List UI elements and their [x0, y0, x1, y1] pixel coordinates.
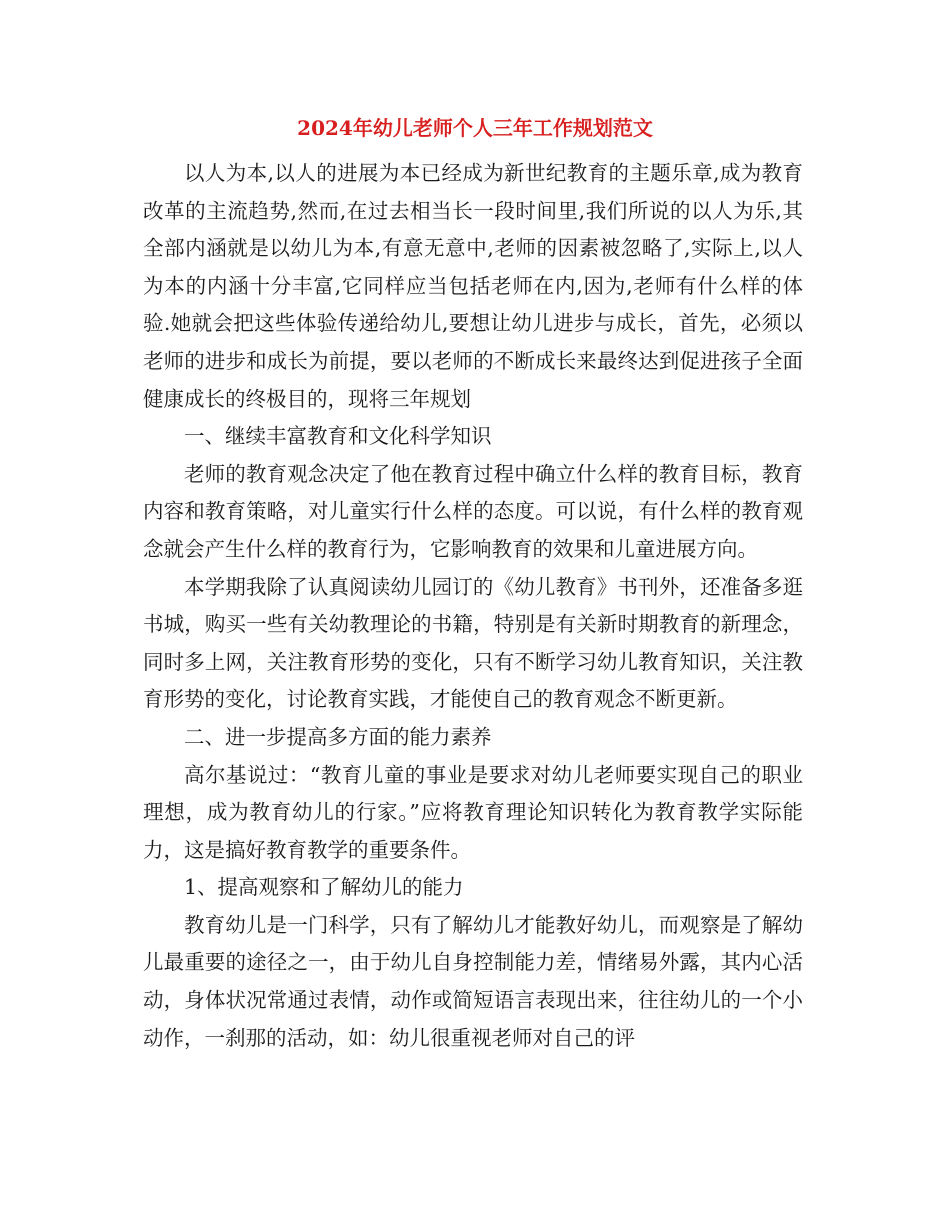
paragraph-gorky-quote: 高尔基说过：“教育儿童的事业是要求对幼儿老师要实现自己的职业理想，成为教育幼儿的行家。”应将教育理论知识转化为教育教学实际能力，这是搞好教育教学的重要条件。 — [143, 762, 803, 862]
paragraph-observation: 教育幼儿是一门科学，只有了解幼儿才能教好幼儿，而观察是了解幼儿最重要的途径之一，由于幼儿自身控制能力差，情绪易外露，其内心活动，身体状况常通过表情，动作或简短语言表现出来，往往幼儿的一个小动作，一刹那的活动，如：幼儿很重视老师对自己的评 — [143, 912, 803, 1050]
paragraph-intro: 以人为本,以人的进展为本已经成为新世纪教育的主题乐章,成为教育改革的主流趋势,然而,在过去相当长一段时间里,我们所说的以人为乐,其全部内涵就是以幼儿为本,有意无意中,老师的因素被忽略了,实际上,以人为本的内涵十分丰富,它同样应当包括老师在内,因为,老师有什么样的体验.她就会把这些体验传递给幼儿,要想让幼儿进步与成长，首先，必须以老师的进步和成长为前提，要以老师的不断成长来最终达到促进孩子全面健康成长的终极目的，现将三年规划 — [143, 161, 803, 411]
paragraph-education-concept: 老师的教育观念决定了他在教育过程中确立什么样的教育目标，教育内容和教育策略，对儿童实行什么样的态度。可以说，有什么样的教育观念就会产生什么样的教育行为，它影响教育的效果和儿童进展方向。 — [143, 461, 803, 561]
section-heading-knowledge: 一、继续丰富教育和文化科学知识 — [184, 424, 492, 449]
document-title: 2024年幼儿老师个人三年工作规划范文 — [297, 116, 653, 140]
document-body — [143, 155, 803, 1057]
section-heading-abilities: 二、进一步提高多方面的能力素养 — [184, 724, 492, 749]
paragraph-study-plan: 本学期我除了认真阅读幼儿园订的《幼儿教育》书刊外，还准备多逛书城，购买一些有关幼教理论的书籍，特别是有关新时期教育的新理念，同时多上网，关注教育形势的变化，只有不断学习幼儿教育知识，关注教育形势的变化，讨论教育实践，才能使自己的教育观念不断更新。 — [143, 574, 803, 712]
subsection-heading-observation: 1、提高观察和了解幼儿的能力 — [184, 875, 464, 900]
